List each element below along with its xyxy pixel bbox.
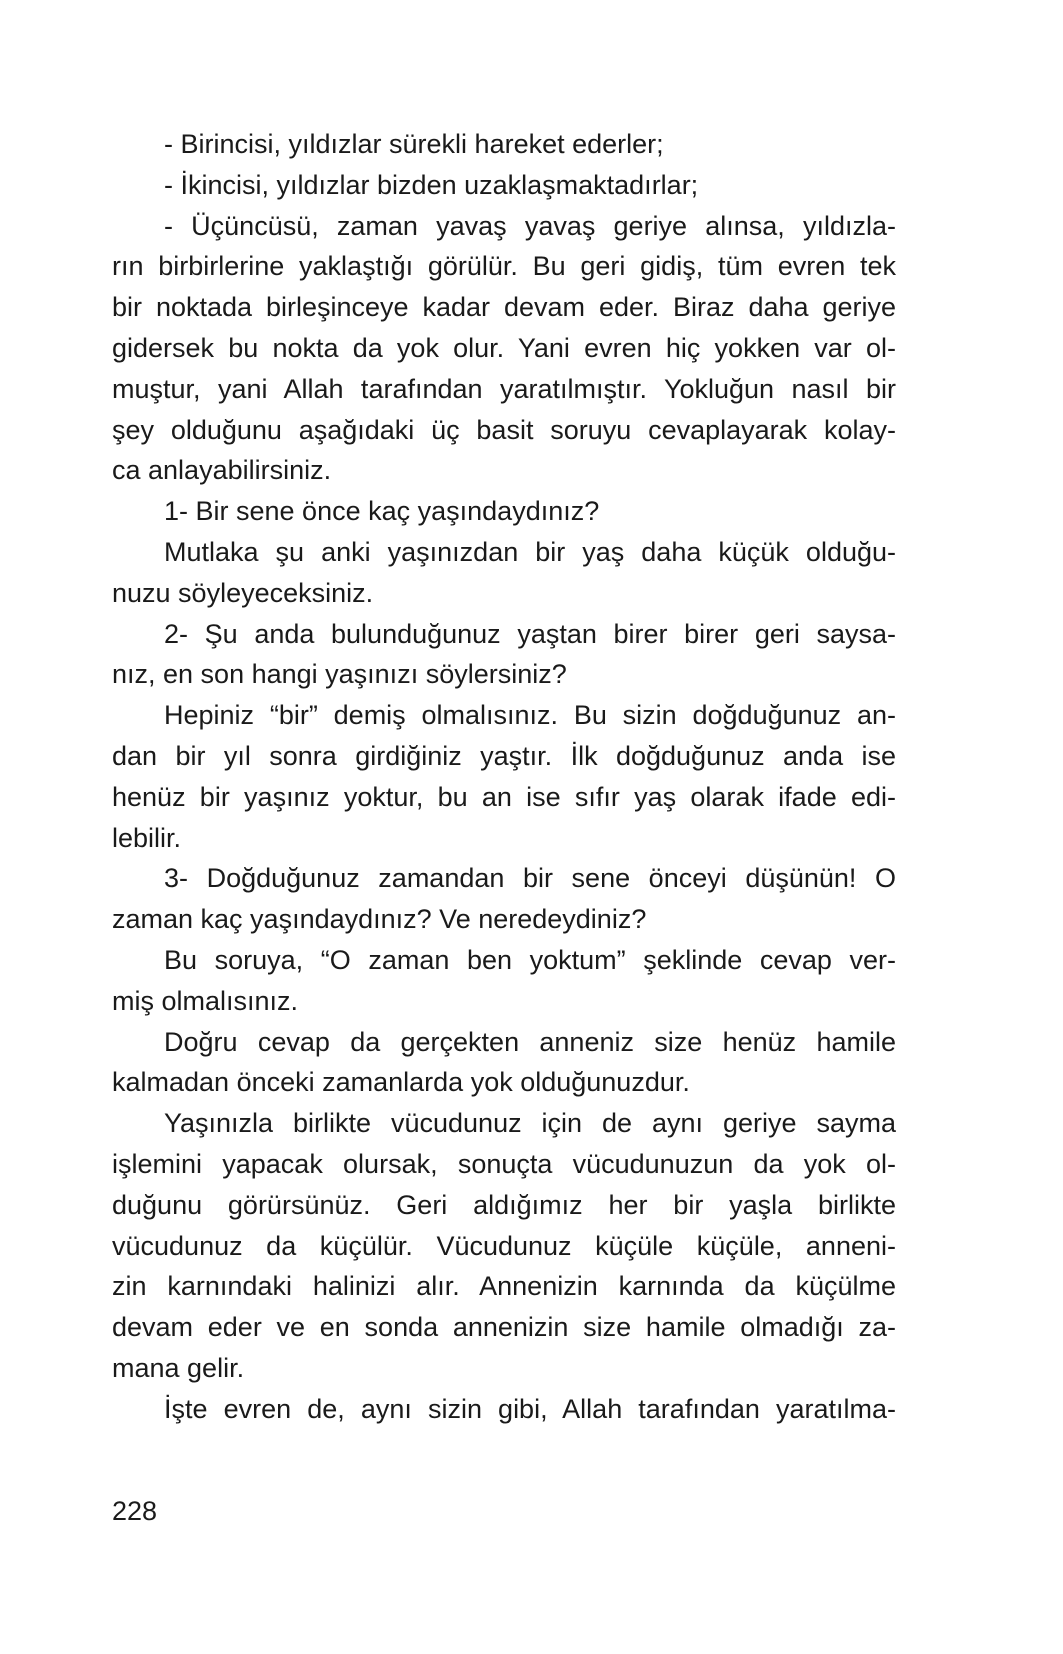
text-line: rın birbirlerine yaklaştığı görülür. Bu geri gidiş, tüm evren tek [112,251,896,282]
text-line: gidersek bu nokta da yok olur. Yani evren hiç yokken var ol- [112,332,896,363]
text-line: nuzu söyleyeceksiniz. [112,577,374,608]
text-line: duğunu görürsünüz. Geri aldığımız her bir yaşla birlikte [112,1189,896,1220]
text-line: zaman kaç yaşındaydınız? Ve neredeydiniz? [112,904,647,935]
text-line: - Üçüncüsü, zaman yavaş yavaş geriye alınsa, yıldızla- [164,210,896,241]
text-line: Mutlaka şu anki yaşınızdan bir yaş daha küçük olduğu- [164,536,896,567]
text-line: dan bir yıl sonra girdiğiniz yaştır. İlk doğduğunuz anda ise [112,740,896,771]
text-line: devam eder ve en sonda annenizin size hamile olmadığı za- [112,1312,896,1343]
page-body [112,124,896,1430]
text-line: Hepiniz “bir” demiş olmalısınız. Bu sizin doğduğunuz an- [164,700,896,731]
text-line: Bu soruya, “O zaman ben yoktum” şeklinde cevap ver- [164,944,896,975]
text-line: 2- Şu anda bulunduğunuz yaştan birer birer geri saysa- [164,618,896,649]
text-line: zin karnındaki halinizi alır. Annenizin karnında da küçülme [112,1271,896,1302]
text-line: şey olduğunu aşağıdaki üç basit soruyu cevaplayarak kolay- [112,414,896,445]
text-line: - Birincisi, yıldızlar sürekli hareket ederler; [164,129,664,159]
page-number: 228 [112,1496,158,1526]
text-line: ca anlayabilirsiniz. [112,455,332,486]
text-line: lebilir. [112,822,182,853]
text-line: kalmadan önceki zamanlarda yok olduğunuzdur. [112,1067,690,1098]
text-line: henüz bir yaşınız yoktur, bu an ise sıfır yaş olarak ifade edi- [112,781,896,812]
text-line: İşte evren de, aynı sizin gibi, Allah tarafından yaratılma- [164,1393,896,1424]
text-line: mana gelir. [112,1352,245,1383]
text-line: işlemini yapacak olursak, sonuçta vücudunuzun da yok ol- [112,1148,896,1179]
text-line: - İkincisi, yıldızlar bizden uzaklaşmaktadırlar; [164,169,699,200]
text-line: 3- Doğduğunuz zamandan bir sene önceyi düşünün! O [164,863,896,894]
text-line: Yaşınızla birlikte vücudunuz için de aynı geriye sayma [164,1108,896,1139]
text-line: muştur, yani Allah tarafından yaratılmıştır. Yokluğun nasıl bir [112,373,896,404]
text-line: 1- Bir sene önce kaç yaşındaydınız? [164,496,600,527]
text-line: vücudunuz da küçülür. Vücudunuz küçüle küçüle, anneni- [112,1230,896,1261]
text-line: Doğru cevap da gerçekten anneniz size henüz hamile [164,1026,896,1057]
text-line: miş olmalısınız. [112,985,299,1016]
text-line: nız, en son hangi yaşınızı söylersiniz? [112,659,567,690]
text-line: bir noktada birleşinceye kadar devam eder. Biraz daha geriye [112,292,896,323]
